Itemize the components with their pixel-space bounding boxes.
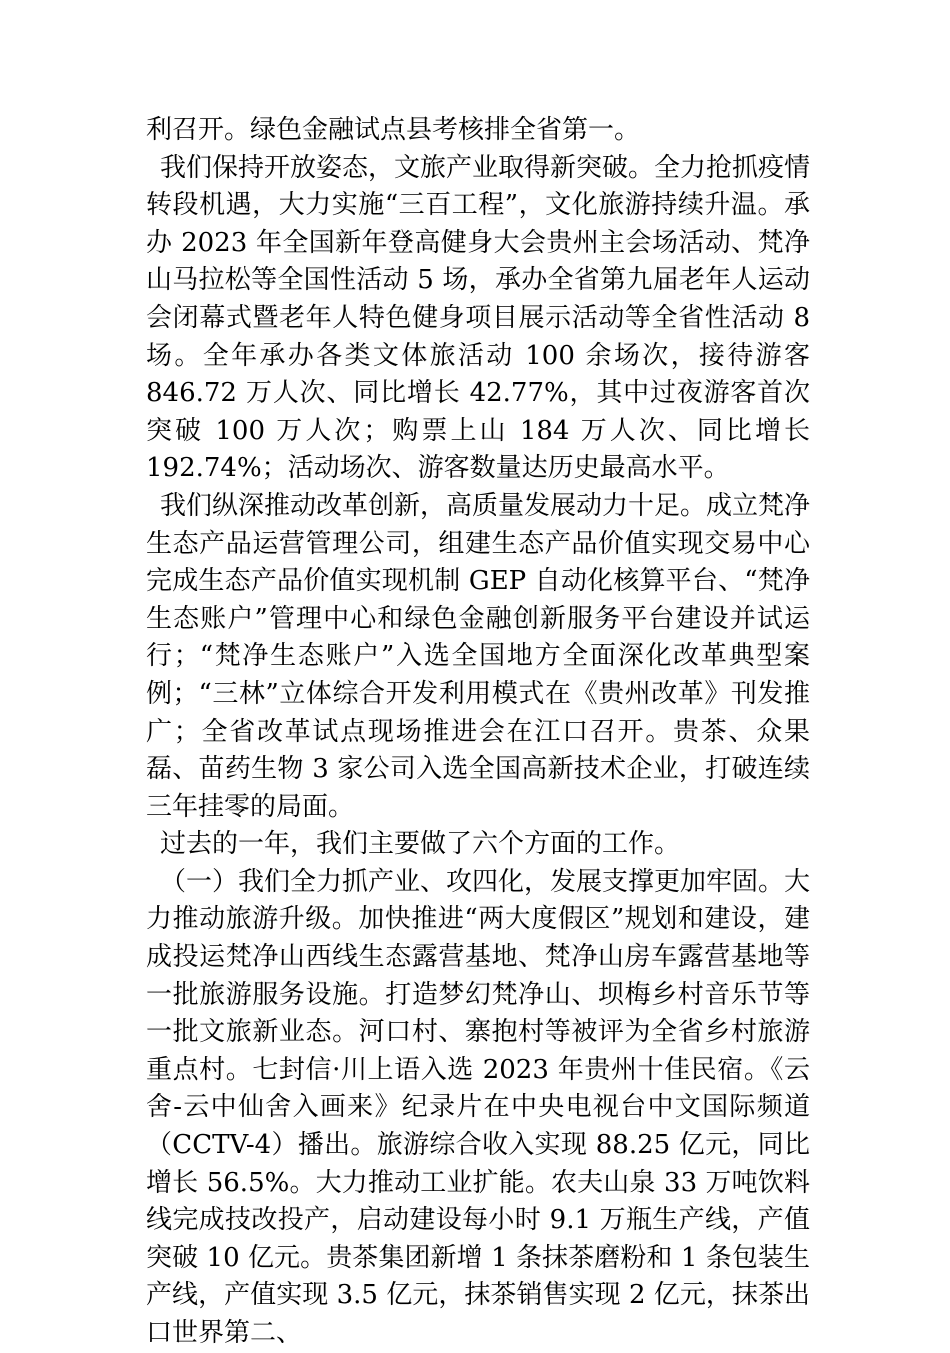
paragraph-green-finance: 利召开。绿色金融试点县考核排全省第一。 (146, 115, 641, 145)
document-body (146, 112, 810, 1353)
paragraph-six-aspects: 过去的一年，我们主要做了六个方面的工作。 (160, 829, 681, 860)
paragraph-reform-innovation: 我们纵深推动改革创新，高质量发展动力十足。成立梵净生态产品运营管理公司，组建生态产品价值实现交易中心完成生态产品价值实现机制 GEP 自动化核算平台、“梵净生态账户”管理中心和绿色金融创新服务平台建设并试运行；“梵净生态账户”入选全国地方全面深化改革典型案例；“三林”立体综合开发利用模式在《贵州改革》刊发推广；全省改革试点现场推进会在江口召开。贵茶、众果磊、苗药生物 3 家公司入选全国高新技术企业，打破连续三年挂零的局面。 (146, 490, 811, 822)
paragraph-industry-support: （一）我们全力抓产业、攻四化，发展支撑更加牢固。大力推动旅游升级。加快推进“两大度假区”规划和建设，建成投运梵净山西线生态露营基地、梵净山房车露营基地等一批旅游服务设施。打造梦幻梵净山、坝梅乡村音乐节等一批文旅新业态。河口村、寨抱村等被评为全省乡村旅游重点村。七封信·川上语入选 2023 年贵州十佳民宿。《云舍-云中仙舍入画来》纪录片在中央电视台中文国际频道（CCTV-4）播出。旅游综合收入实现 88.25 亿元，同比增长 56.5%。大力推动工业扩能。农夫山泉 33 万吨饮料线完成技改投产，启动建设每小时 9.1 万瓶生产线，产值突破 10 亿元。贵茶集团新增 1 条抹茶磨粉和 1 条包装生产线，产值实现 3.5 亿元，抹茶销售实现 2 亿元，抹茶出口世界第二、 (146, 866, 811, 1348)
paragraph-tourism-breakthrough: 我们保持开放姿态，文旅产业取得新突破。全力抢抓疫情转段机遇，大力实施“三百工程”，文化旅游持续升温。承办 2023 年全国新年登高健身大会贵州主会场活动、梵净山马拉松等全国性活动 5 场，承办全省第九届老年人运动会闭幕式暨老年人特色健身项目展示活动等全省性活动 8 场。全年承办各类文体旅活动 100 余场次，接待游客 846.72 万人次、同比增长 42.77%，其中过夜游客首次突破 100 万人次；购票上山 184 万人次、同比增长 192.74%；活动场次、游客数量达历史最高水平。 (146, 152, 811, 484)
